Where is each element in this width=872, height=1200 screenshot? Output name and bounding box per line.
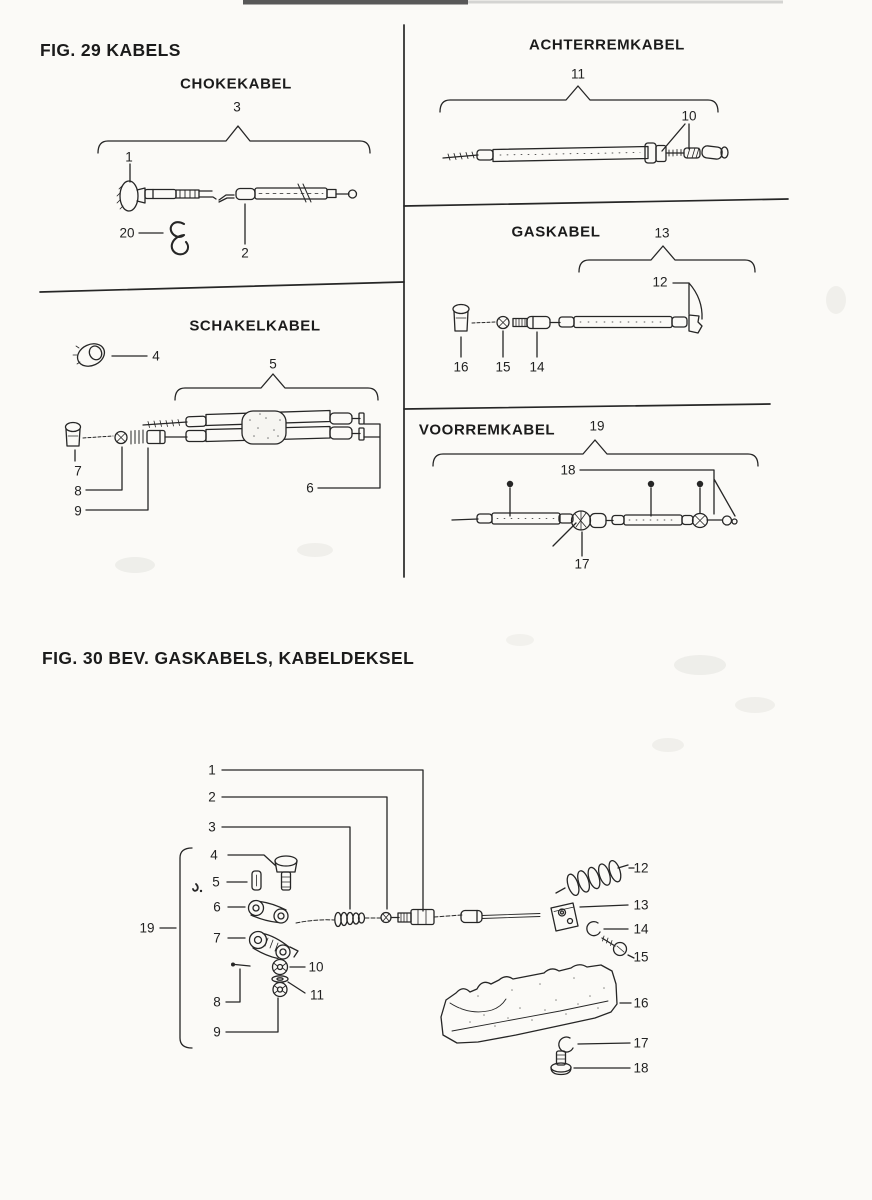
- callout-gaskabel-12: 12: [652, 274, 668, 290]
- callout-fig30-13: 13: [633, 897, 649, 913]
- callout-chokekabel-20: 20: [119, 225, 135, 241]
- callout-achterremkabel-11: 11: [570, 66, 586, 82]
- scan-artifacts: [115, 0, 846, 752]
- callout-fig30-14: 14: [633, 921, 649, 937]
- callout-schakelkabel-5: 5: [269, 356, 277, 372]
- fig30-title: FIG. 30 BEV. GASKABELS, KABELDEKSEL: [42, 648, 415, 668]
- voorremkabel-drawing: [433, 440, 758, 556]
- callout-fig30-3: 3: [208, 819, 216, 835]
- chokekabel-drawing: [98, 126, 370, 254]
- fig29-title: FIG. 29 KABELS: [40, 40, 181, 60]
- callout-fig30-17: 17: [633, 1035, 649, 1051]
- callout-fig30-12: 12: [633, 860, 649, 876]
- callout-gaskabel-13: 13: [654, 225, 670, 241]
- fig30-drawing: [160, 770, 634, 1075]
- clip-part: [171, 222, 188, 254]
- callout-fig30-9: 9: [213, 1024, 221, 1040]
- callout-voorremkabel-19: 19: [589, 418, 605, 434]
- callout-fig30-19: 19: [139, 920, 155, 936]
- section-title-voorremkabel: VOORREMKABEL: [418, 421, 556, 439]
- callout-voorremkabel-17: 17: [574, 556, 590, 572]
- section-title-gaskabel: GASKABEL: [511, 223, 601, 241]
- callout-fig30-10: 10: [308, 959, 324, 975]
- callout-fig30-6: 6: [213, 899, 221, 915]
- gaskabel-brace: [579, 246, 755, 272]
- callout-fig30-18: 18: [633, 1060, 649, 1076]
- chokekabel-brace: [98, 126, 370, 153]
- callout-chokekabel-1: 1: [125, 149, 133, 165]
- gaskabel-drawing: [453, 246, 755, 357]
- callout-gaskabel-14: 14: [529, 359, 545, 375]
- kabeldeksel-part: [441, 965, 617, 1043]
- callout-voorremkabel-18: 18: [560, 462, 576, 478]
- section-dividers: [40, 25, 788, 577]
- callout-gaskabel-15: 15: [495, 359, 511, 375]
- callout-schakelkabel-8: 8: [74, 483, 82, 499]
- voorremkabel-brace: [433, 440, 758, 466]
- callout-schakelkabel-9: 9: [74, 503, 82, 519]
- callout-gaskabel-16: 16: [453, 359, 469, 375]
- callout-fig30-4: 4: [210, 847, 218, 863]
- section-title-schakelkabel: SCHAKELKABEL: [189, 317, 321, 335]
- callout-fig30-1: 1: [208, 762, 216, 778]
- callout-schakelkabel-4: 4: [152, 348, 160, 364]
- fig30-bracket-19: [180, 848, 192, 1048]
- achterremkabel-drawing: [440, 86, 728, 163]
- section-title-chokekabel: CHOKEKABEL: [180, 75, 292, 93]
- callout-fig30-15: 15: [633, 949, 649, 965]
- callout-schakelkabel-7: 7: [74, 463, 82, 479]
- callout-chokekabel-3: 3: [233, 99, 241, 115]
- schakelkabel-drawing: [66, 340, 381, 510]
- callout-fig30-16: 16: [633, 995, 649, 1011]
- callout-fig30-8: 8: [213, 994, 221, 1010]
- callout-fig30-7: 7: [213, 930, 221, 946]
- callout-schakelkabel-6: 6: [306, 480, 314, 496]
- callout-achterremkabel-10: 10: [681, 108, 697, 124]
- section-title-achterremkabel: ACHTERREMKABEL: [529, 36, 685, 54]
- callout-fig30-11: 11: [309, 987, 325, 1003]
- callout-fig30-2: 2: [208, 789, 216, 805]
- callout-chokekabel-2: 2: [241, 245, 249, 261]
- achterremkabel-brace: [440, 86, 718, 112]
- schakelkabel-brace: [175, 374, 378, 400]
- callout-fig30-5: 5: [212, 874, 220, 890]
